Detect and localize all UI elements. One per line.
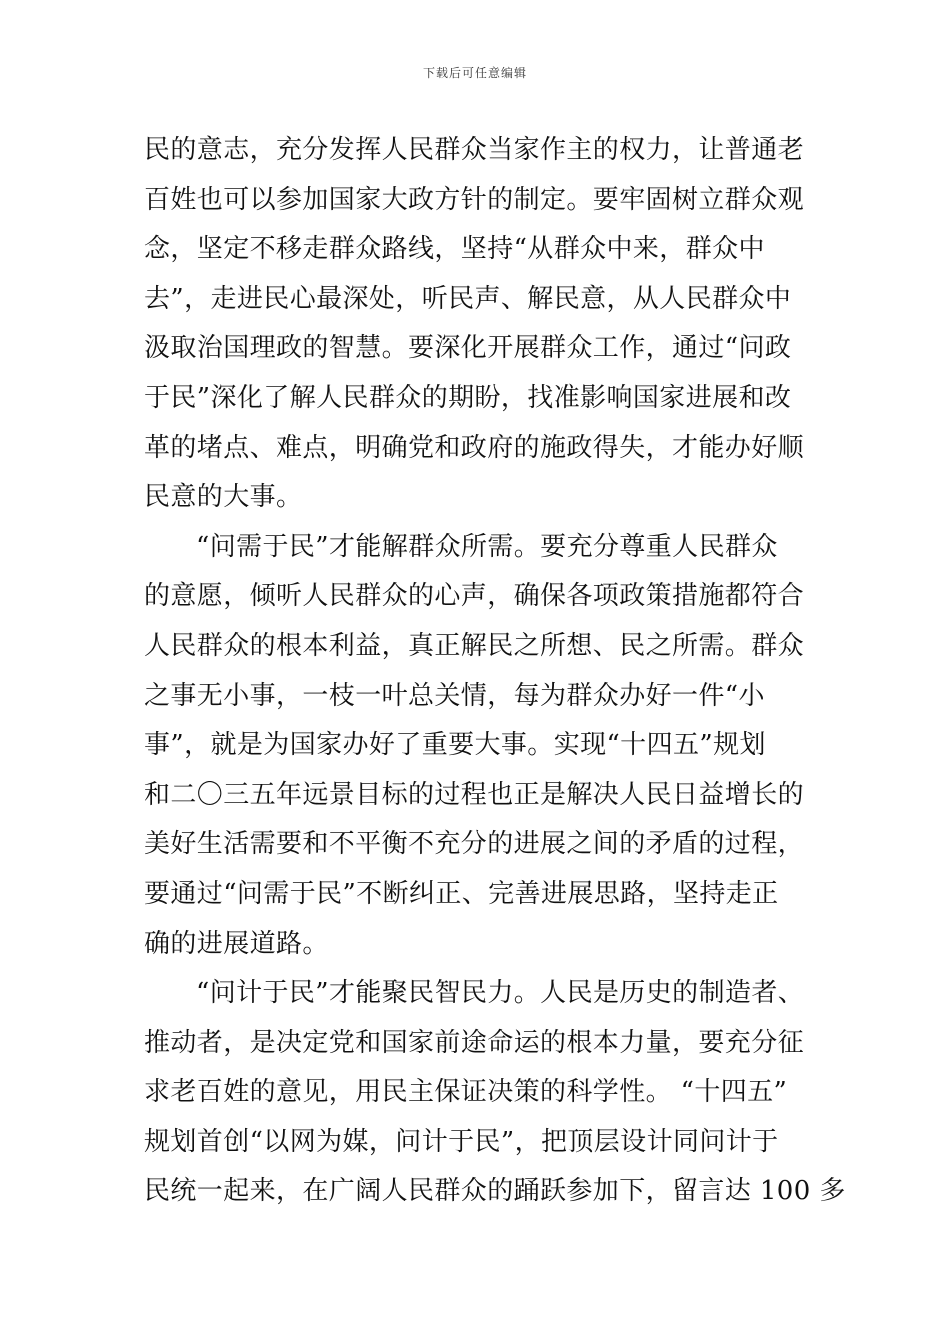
- text-line: 民统一起来，在广阔人民群众的踊跃参加下，留言达 100 多: [144, 1176, 846, 1207]
- text-line: 民意的大事。: [144, 482, 303, 513]
- text-line: 求老百姓的意见，用民主保证决策的科学性。 “十四五”: [144, 1077, 788, 1108]
- text-line: 汲取治国理政的智慧。要深化开展群众工作，通过“问政: [144, 333, 792, 364]
- text-line: 的意愿，倾听人民群众的心声，确保各项政策措施都符合: [144, 581, 805, 612]
- text-line: 事”，就是为国家办好了重要大事。实现“十四五”规划: [144, 730, 766, 761]
- paragraph-first-line: “问计于民”才能聚民智民力。人民是历史的制造者、: [196, 978, 805, 1009]
- text-line: 之事无小事，一枝一叶总关情，每为群众办好一件“小: [144, 680, 765, 711]
- text-line: 革的堵点、难点，明确党和政府的施政得失，才能办好顺: [144, 432, 805, 463]
- text-line: 人民群众的根本利益，真正解民之所想、民之所需。群众: [144, 630, 805, 661]
- text-line: 去”，走进民心最深处，听民声、解民意，从人民群众中: [144, 283, 792, 314]
- text-line: 和二〇三五年远景目标的过程也正是解决人民日益增长的: [144, 779, 805, 810]
- header-note: 下载后可任意编辑: [422, 66, 527, 80]
- text-line: 念，坚定不移走群众路线，坚持“从群众中来，群众中: [144, 234, 765, 265]
- text-line: 百姓也可以参加国家大政方针的制定。要牢固树立群众观: [144, 184, 805, 215]
- text-line: 规划首创“以网为媒，问计于民”，把顶层设计同问计于: [144, 1126, 779, 1157]
- text-line: 民的意志，充分发挥人民群众当家作主的权力，让普通老: [144, 135, 805, 165]
- paragraph-first-line: “问需于民”才能解群众所需。要充分尊重人民群众: [196, 531, 778, 562]
- text-line: 确的进展道路。: [144, 928, 329, 959]
- text-line: 要通过“问需于民”不断纠正、完善进展思路，坚持走正: [144, 878, 779, 909]
- text-line: 于民”深化了解人民群众的期盼，找准影响国家进展和改: [144, 382, 792, 413]
- body-text: [144, 126, 846, 1217]
- text-line: 美好生活需要和不平衡不充分的进展之间的矛盾的过程，: [144, 829, 805, 860]
- text-line: 推动者，是决定党和国家前途命运的根本力量，要充分征: [144, 1027, 805, 1058]
